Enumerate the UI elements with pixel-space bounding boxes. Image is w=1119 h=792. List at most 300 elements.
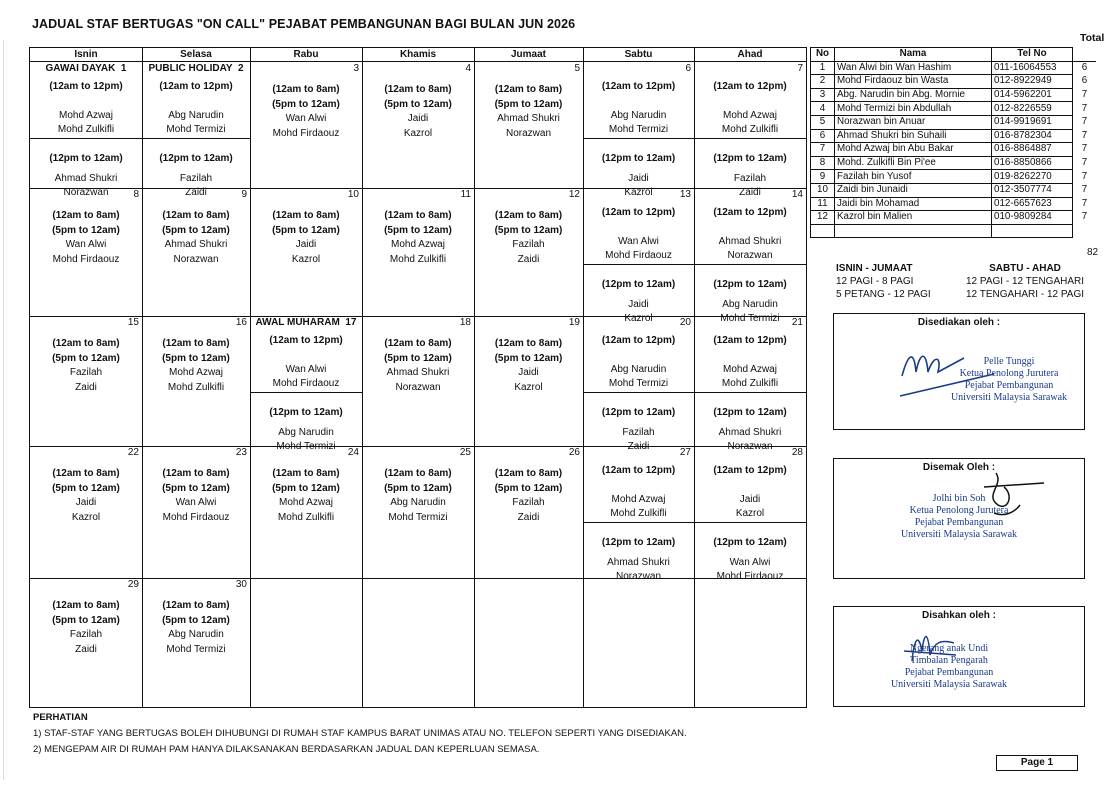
staff-name: Fazilah — [179, 173, 213, 184]
row-name: Abg. Narudin bin Abg. Mornie — [835, 88, 992, 102]
staff-name: Fazilah — [622, 427, 655, 438]
staff-name: Mohd Zulkifli — [57, 124, 115, 135]
total-column-header: Total — [1080, 32, 1105, 44]
weekend-shift-1: 12 PAGI - 12 TENGAHARI — [966, 276, 1085, 287]
holiday-label — [30, 63, 142, 74]
staff-name: Zaidi — [75, 644, 97, 655]
day-cell — [694, 446, 806, 582]
row-tel: 019-8262270 — [992, 170, 1073, 184]
row-total: 7 — [1081, 211, 1088, 223]
day-cell — [250, 446, 362, 578]
shift-time: (12am to 8am) — [272, 210, 340, 221]
row-no: 7 — [811, 143, 835, 157]
day-header-sabtu: Sabtu — [583, 48, 694, 62]
day-number: 19 — [568, 317, 580, 328]
shift-time: (5pm to 12am) — [384, 483, 452, 494]
staff-name: Jaidi — [628, 299, 649, 310]
staff-name: Zaidi — [75, 382, 97, 393]
day-number: 20 — [679, 317, 691, 328]
shift-time: (12am to 12pm) — [601, 465, 676, 476]
staff-name: Mohd Firdaouz — [52, 254, 120, 265]
table-row — [811, 102, 1097, 116]
staff-name: Kazrol — [624, 187, 653, 198]
staff-name: Wan Alwi — [618, 236, 659, 247]
day-number: 6 — [685, 63, 691, 74]
shift-time: (12am to 12pm) — [601, 81, 676, 92]
staff-name: Mohd Azwaj — [59, 110, 113, 121]
row-total: 7 — [1081, 102, 1088, 114]
staff-name: Fazilah — [512, 239, 545, 250]
holiday-label — [142, 63, 250, 74]
shift-time: (12am to 8am) — [494, 338, 563, 349]
staff-name: Fazilah — [512, 497, 545, 508]
reviewed-stamp — [854, 493, 1064, 541]
staff-name: Mohd Zulkifli — [721, 378, 779, 389]
day-cell — [250, 62, 362, 188]
day-header-jumaat: Jumaat — [474, 48, 583, 62]
staff-name: Wan Alwi — [285, 113, 327, 124]
shift-divider — [583, 522, 694, 523]
weekday-shift-2: 5 PETANG - 12 PAGI — [836, 289, 931, 300]
day-cell — [30, 188, 142, 316]
shift-time: (5pm to 12am) — [494, 225, 563, 236]
day-cell — [142, 316, 250, 446]
shift-time: (5pm to 12am) — [272, 99, 340, 110]
row-total: 7 — [1081, 157, 1088, 169]
staff-name: Zaidi — [517, 512, 540, 523]
approved-by-box — [833, 606, 1085, 707]
day-cell — [362, 316, 474, 446]
day-cell — [30, 316, 142, 446]
shift-time: (12pm to 12am) — [713, 279, 787, 290]
staff-name: Ahmad Shukri — [718, 427, 782, 438]
weekday-title: ISNIN - JUMAAT — [836, 263, 913, 274]
row-tel: 011-16064553 — [992, 61, 1073, 75]
day-cell — [583, 446, 694, 582]
shift-divider — [694, 392, 806, 393]
day-number: 3 — [353, 63, 359, 74]
staff-name: Abg Narudin — [610, 364, 667, 375]
staff-name: Ahmad Shukri — [497, 113, 560, 124]
shift-time: (12am to 8am) — [494, 210, 563, 221]
blank-cell — [811, 224, 835, 238]
staff-name: Mohd Zulkifli — [389, 254, 447, 265]
holiday-label — [250, 317, 362, 328]
staff-name: Mohd Termizi — [608, 378, 669, 389]
holiday-name: GAWAI DAYAK — [45, 63, 116, 74]
day-cell — [362, 446, 474, 578]
shift-time: (12pm to 12am) — [713, 153, 787, 164]
shift-divider — [142, 138, 250, 139]
day-number: 5 — [574, 63, 580, 74]
day-number: 23 — [235, 447, 247, 458]
approved-stamp-line: Pejabat Pembangunan — [904, 667, 994, 678]
staff-name: Jaidi — [628, 173, 649, 184]
day-cell — [474, 316, 583, 446]
day-cell — [474, 578, 583, 708]
row-name: Zaidi bin Junaidi — [835, 183, 992, 197]
staff-name: Mohd Termizi — [608, 124, 669, 135]
shift-time: (12am to 8am) — [52, 600, 120, 611]
shift-time: (12am to 12pm) — [713, 335, 787, 346]
table-row — [811, 170, 1097, 184]
day-number: 1 — [120, 63, 127, 74]
prepared-stamp-line: Ketua Penolong Jurutera — [959, 368, 1059, 379]
staff-name: Abg Narudin — [168, 110, 224, 121]
shift-time: (5pm to 12am) — [52, 353, 120, 364]
row-tel: 012-8226559 — [992, 102, 1073, 116]
staff-name: Mohd Termizi — [166, 124, 226, 135]
col-no: No — [811, 48, 835, 62]
staff-name: Mohd Termizi — [720, 313, 780, 324]
row-no: 11 — [811, 197, 835, 211]
staff-name: Jaidi — [518, 367, 539, 378]
holiday-name: PUBLIC HOLIDAY — [148, 63, 233, 74]
row-tel: 010-9809284 — [992, 211, 1073, 225]
note-item: 2) MENGEPAM AIR DI RUMAH PAM HANYA DILAKSANAKAN BERDASARKAN JADUAL DAN KEPERLUAN SEMASA. — [33, 744, 540, 755]
staff-name: Kazrol — [291, 254, 321, 265]
col-tel: Tel No — [992, 48, 1073, 62]
table-row — [811, 183, 1097, 197]
shift-time: (12am to 8am) — [384, 468, 452, 479]
staff-name: Jaidi — [295, 239, 317, 250]
day-number: 12 — [568, 189, 580, 200]
staff-name: Mohd Termizi — [166, 644, 226, 655]
staff-name: Ahmad Shukri — [607, 557, 670, 568]
day-number: 8 — [133, 189, 139, 200]
day-cell — [30, 62, 142, 198]
table-row — [811, 211, 1097, 225]
page-number: Page 1 — [996, 755, 1078, 771]
shift-time: (5pm to 12am) — [272, 225, 340, 236]
staff-name: Zaidi — [627, 441, 650, 452]
row-name: Mohd Azwaj bin Abu Bakar — [835, 143, 992, 157]
shift-divider — [583, 138, 694, 139]
day-header-khamis: Khamis — [362, 48, 474, 62]
weekend-shift-2: 12 TENGAHARI - 12 PAGI — [966, 289, 1085, 300]
staff-name: Mohd Azwaj — [391, 239, 445, 250]
page-edge-shadow — [3, 40, 4, 780]
row-total: 7 — [1081, 197, 1088, 209]
staff-name: Mohd Azwaj — [723, 110, 777, 121]
staff-name: Zaidi — [739, 187, 761, 198]
holiday-name: AWAL MUHARAM — [255, 317, 340, 328]
staff-name: Mohd Azwaj — [723, 364, 777, 375]
day-cell — [30, 446, 142, 578]
approved-stamp-line: Universiti Malaysia Sarawak — [890, 679, 1008, 690]
day-header-isnin: Isnin — [30, 48, 142, 62]
staff-name: Ahmad Shukri — [164, 239, 228, 250]
staff-name: Norazwan — [395, 382, 441, 393]
shift-time: (12pm to 12am) — [601, 279, 676, 290]
shift-time: (12am to 8am) — [52, 338, 120, 349]
day-cell — [30, 578, 142, 708]
staff-name: Mohd Termizi — [276, 441, 336, 452]
shift-time: (12am to 12pm) — [713, 81, 787, 92]
shift-time: (12am to 8am) — [52, 210, 120, 221]
staff-name: Ahmad Shukri — [386, 367, 450, 378]
grand-total: 82 — [1087, 247, 1099, 258]
shift-time: (5pm to 12am) — [162, 225, 230, 236]
shift-time: (12am to 8am) — [384, 338, 452, 349]
reviewed-by-heading: Disemak Oleh : — [922, 462, 996, 473]
staff-name: Wan Alwi — [65, 239, 107, 250]
row-tel: 012-3507774 — [992, 183, 1073, 197]
row-total: 6 — [1081, 62, 1088, 74]
staff-name: Fazilah — [69, 367, 103, 378]
shift-time: (5pm to 12am) — [52, 225, 120, 236]
shift-time: (12am to 8am) — [162, 338, 230, 349]
shift-time: (5pm to 12am) — [494, 483, 563, 494]
staff-name: Norazwan — [63, 187, 109, 198]
row-total: 7 — [1081, 129, 1088, 141]
staff-name: Mohd Zulkifli — [721, 124, 779, 135]
staff-name: Kazrol — [735, 508, 765, 519]
shift-divider — [694, 138, 806, 139]
day-number: 10 — [347, 189, 359, 200]
row-name: Ahmad Shukri bin Suhaili — [835, 129, 992, 143]
staff-name: Zaidi — [517, 254, 540, 265]
day-cell — [474, 446, 583, 578]
row-no: 2 — [811, 75, 835, 89]
row-tel: 012-6657623 — [992, 197, 1073, 211]
row-total: 7 — [1081, 184, 1088, 196]
prepared-by-heading: Disediakan oleh : — [917, 317, 1001, 328]
day-number: 16 — [235, 317, 247, 328]
shift-time: (12am to 12pm) — [601, 335, 676, 346]
reviewed-stamp-line: Pejabat Pembangunan — [914, 517, 1004, 528]
day-cell — [583, 316, 694, 452]
shift-time: (12am to 12pm) — [601, 207, 676, 218]
staff-name: Mohd Azwaj — [169, 367, 223, 378]
prepared-by-box — [833, 313, 1085, 430]
staff-name: Wan Alwi — [285, 364, 327, 375]
day-cell — [694, 578, 806, 708]
row-total: 7 — [1081, 116, 1088, 128]
staff-name: Abg Narudin — [610, 110, 667, 121]
shift-time: (5pm to 12am) — [272, 483, 340, 494]
shift-divider — [694, 522, 806, 523]
staff-name: Zaidi — [185, 187, 207, 198]
staff-name: Norazwan — [727, 250, 773, 261]
shift-divider — [583, 264, 694, 265]
day-number: 13 — [679, 189, 691, 200]
staff-name: Fazilah — [733, 173, 767, 184]
day-number: 24 — [347, 447, 359, 458]
row-no: 4 — [811, 102, 835, 116]
row-name: Fazilah bin Yusof — [835, 170, 992, 184]
staff-name: Mohd Firdaouz — [716, 571, 784, 582]
shift-time: (5pm to 12am) — [384, 225, 452, 236]
shift-time: (12am to 8am) — [494, 468, 563, 479]
table-row — [811, 129, 1097, 143]
staff-name: Mohd Zulkifli — [277, 512, 335, 523]
day-number: 22 — [127, 447, 139, 458]
reviewed-stamp-line: Universiti Malaysia Sarawak — [900, 529, 1018, 540]
day-cell — [250, 578, 362, 708]
shift-time: (12pm to 12am) — [601, 153, 676, 164]
staff-name: Abg Narudin — [722, 299, 778, 310]
row-name: Jaidi bin Mohamad — [835, 197, 992, 211]
day-cell — [474, 188, 583, 316]
shift-time: (12am to 8am) — [272, 468, 340, 479]
table-row — [811, 61, 1097, 75]
staff-name: Abg Narudin — [390, 497, 446, 508]
staff-name: Mohd Azwaj — [611, 494, 666, 505]
document-title: JADUAL STAF BERTUGAS "ON CALL" PEJABAT PEMBANGUNAN BAGI BULAN JUN 2026 — [32, 17, 576, 31]
staff-name: Mohd Firdaouz — [272, 128, 340, 139]
prepared-stamp — [934, 356, 1084, 404]
day-cell — [583, 578, 694, 708]
shift-time: (5pm to 12am) — [162, 353, 230, 364]
weekday-shift-1: 12 PAGI - 8 PAGI — [836, 276, 914, 287]
day-header-rabu: Rabu — [250, 48, 362, 62]
row-name: Mohd Firdaouz bin Wasta — [835, 75, 992, 89]
row-total: 7 — [1081, 89, 1088, 101]
shift-time: (12pm to 12am) — [49, 153, 123, 164]
row-no: 6 — [811, 129, 835, 143]
staff-name: Kazrol — [624, 313, 653, 324]
shift-time: (12am to 8am) — [384, 84, 452, 95]
row-tel: 016-8864887 — [992, 143, 1073, 157]
shift-time: (5pm to 12am) — [494, 99, 563, 110]
notes-section — [33, 710, 687, 758]
shift-time: (12am to 8am) — [52, 468, 120, 479]
row-tel: 012-8922949 — [992, 75, 1073, 89]
day-header-ahad: Ahad — [694, 48, 806, 62]
staff-name: Norazwan — [727, 441, 773, 452]
calendar-grid — [29, 47, 807, 708]
shift-time: (12am to 12pm) — [49, 81, 123, 92]
weekday-shifts — [836, 262, 931, 301]
day-number: 7 — [797, 63, 803, 74]
shift-time: (12am to 8am) — [494, 84, 563, 95]
staff-contact-table — [810, 47, 1096, 238]
row-no: 8 — [811, 156, 835, 170]
day-number: 18 — [459, 317, 471, 328]
row-tel: 016-8850866 — [992, 156, 1073, 170]
shift-divider — [30, 138, 142, 139]
blank-cell — [992, 224, 1073, 238]
staff-name: Norazwan — [505, 128, 552, 139]
row-name: Norazwan bin Anuar — [835, 115, 992, 129]
staff-name: Mohd Firdaouz — [272, 378, 340, 389]
day-cell — [362, 188, 474, 316]
day-number: 26 — [568, 447, 580, 458]
shift-time: (12am to 12pm) — [713, 465, 787, 476]
day-cell — [362, 62, 474, 188]
staff-name: Kazrol — [514, 382, 543, 393]
row-no: 12 — [811, 211, 835, 225]
table-row — [811, 197, 1097, 211]
staff-name: Wan Alwi — [729, 557, 771, 568]
shift-divider — [250, 392, 362, 393]
shift-time: (5pm to 12am) — [52, 483, 120, 494]
day-cell — [250, 188, 362, 316]
row-no: 9 — [811, 170, 835, 184]
col-nama: Nama — [835, 48, 992, 62]
weekend-shifts — [966, 262, 1084, 301]
table-row — [811, 115, 1097, 129]
note-item: 1) STAF-STAF YANG BERTUGAS BOLEH DIHUBUNGI DI RUMAH STAF KAMPUS BARAT UNIMAS ATAU NO. TELEFON SEPERTI YANG DISEDIAKAN. — [33, 728, 687, 739]
table-row — [811, 156, 1097, 170]
staff-name: Mohd Zulkifli — [167, 382, 225, 393]
staff-name: Abg Narudin — [168, 629, 224, 640]
staff-name: Mohd Zulkifli — [610, 508, 667, 519]
shift-time: (12pm to 12am) — [713, 537, 787, 548]
shift-time: (12am to 8am) — [162, 600, 230, 611]
day-cell — [142, 188, 250, 316]
staff-name: Abg Narudin — [278, 427, 334, 438]
staff-name: Ahmad Shukri — [718, 236, 782, 247]
day-number: 15 — [127, 317, 139, 328]
row-no: 1 — [811, 61, 835, 75]
reviewed-stamp-line: Jolhi bin Soh — [932, 493, 986, 504]
col-total — [1073, 48, 1097, 62]
shift-time: (5pm to 12am) — [384, 99, 452, 110]
day-number: 9 — [241, 189, 247, 200]
staff-name: Kazrol — [403, 128, 433, 139]
staff-name: Mohd Firdaouz — [605, 250, 672, 261]
shift-time: (12am to 8am) — [384, 210, 452, 221]
shift-time: (12am to 12pm) — [713, 207, 787, 218]
day-cell — [142, 578, 250, 708]
shift-time: (12am to 8am) — [272, 84, 340, 95]
row-tel: 014-9919691 — [992, 115, 1073, 129]
table-row — [811, 143, 1097, 157]
row-name: Kazrol bin Malien — [835, 211, 992, 225]
day-number: 28 — [791, 447, 803, 458]
day-cell — [250, 316, 362, 452]
day-number: 14 — [791, 189, 803, 200]
day-number: 17 — [345, 317, 357, 328]
day-cell — [142, 62, 250, 198]
staff-name: Mohd Termizi — [388, 512, 448, 523]
day-number: 4 — [465, 63, 471, 74]
staff-name: Jaidi — [407, 113, 429, 124]
day-cell — [142, 446, 250, 578]
shift-time: (5pm to 12am) — [162, 483, 230, 494]
shift-time: (5pm to 12am) — [162, 615, 230, 626]
shift-time: (12pm to 12am) — [269, 407, 343, 418]
day-cell — [694, 316, 806, 452]
day-cell — [362, 578, 474, 708]
shift-divider — [583, 392, 694, 393]
approved-stamp — [874, 643, 1024, 691]
staff-name: Mohd Firdaouz — [162, 512, 230, 523]
row-total: 6 — [1081, 75, 1088, 87]
table-row-blank — [811, 224, 1097, 238]
approved-stamp-line: Ngerang anak Undi — [909, 643, 989, 654]
row-name: Mohd Termizi bin Abdullah — [835, 102, 992, 116]
staff-name: Jaidi — [75, 497, 97, 508]
shift-time: (12am to 12pm) — [269, 335, 343, 346]
row-no: 3 — [811, 88, 835, 102]
day-header-selasa: Selasa — [142, 48, 250, 62]
staff-name: Ahmad Shukri — [54, 173, 118, 184]
approved-stamp-line: Timbalan Pengarah — [910, 655, 988, 666]
day-number: 11 — [460, 189, 471, 200]
shift-time: (12am to 12pm) — [159, 81, 233, 92]
staff-name: Norazwan — [615, 571, 662, 582]
reviewed-stamp-line: Ketua Penolong Jurutera — [909, 505, 1009, 516]
row-name: Mohd. Zulkifli Bin Pi'ee — [835, 156, 992, 170]
shift-time: (12pm to 12am) — [159, 153, 233, 164]
staff-name: Mohd Azwaj — [279, 497, 333, 508]
row-no: 5 — [811, 115, 835, 129]
row-total: 7 — [1081, 143, 1088, 155]
shift-divider — [694, 264, 806, 265]
